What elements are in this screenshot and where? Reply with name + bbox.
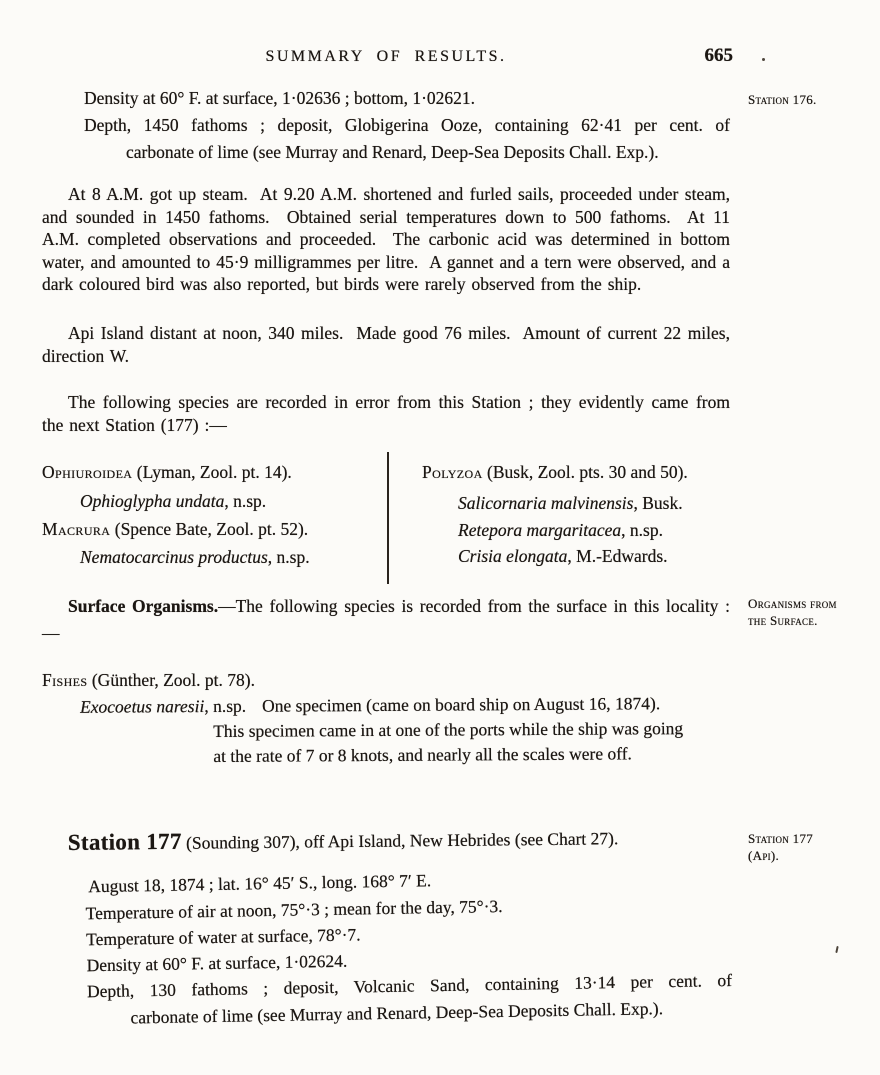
taxon-group-ref: (Lyman, Zool. pt. 14).	[132, 462, 292, 482]
surface-organisms-lead: Surface Organisms.	[68, 596, 219, 616]
margin-note-line: Station 177	[748, 831, 814, 846]
fish-note-line: This specimen came in at one of the ports while the ship was going	[213, 718, 684, 741]
errata-intro-paragraph: The following species are recorded in error from this Station ; they evidently came from the next Station (177) :—	[42, 392, 736, 435]
fish-species-line	[80, 692, 660, 719]
column-divider	[387, 452, 389, 584]
species-entry	[458, 492, 683, 515]
surface-organisms-paragraph	[42, 593, 730, 647]
surface-organisms-text: —The following species is recorded from the surface in this locality :—	[42, 596, 730, 643]
taxon-group-name: Macrura	[42, 519, 111, 539]
margin-note-station-176: Station 176.	[748, 92, 817, 107]
species-ref: , n.sp.	[204, 695, 247, 717]
density-line: Density at 60° F. at surface, 1·02636 ; bottom, 1·02621.	[84, 88, 476, 108]
station-heading-lead: Station 177	[67, 828, 182, 856]
scan-speck	[762, 58, 765, 61]
station-detail-line: Temperature of water at surface, 78°·7.	[85, 924, 361, 950]
taxon-group-ref: (Spence Bate, Zool. pt. 52).	[110, 519, 309, 539]
taxon-group-ref: (Günther, Zool. pt. 78).	[87, 670, 255, 690]
species-ref: , n.sp.	[621, 520, 663, 540]
station-detail-line: August 18, 1874 ; lat. 16° 45′ S., long. 168° 7′ E.	[88, 870, 432, 897]
taxon-group-ref: (Busk, Zool. pts. 30 and 50).	[482, 462, 688, 482]
station-177-heading	[68, 825, 619, 856]
depth-line-continuation: carbonate of lime (see Murray and Renard, Deep-Sea Deposits Chall. Exp.).	[126, 142, 659, 162]
station-detail-line: Density at 60° F. at surface, 1·02624.	[86, 950, 348, 976]
distance-paragraph: Api Island distant at noon, 340 miles. Made good 76 miles. Amount of current 22 miles, direction W.	[42, 323, 736, 366]
taxon-group-header	[422, 461, 688, 484]
page-number: 665	[704, 45, 733, 66]
species-name: Salicornaria malvinensis	[458, 493, 634, 513]
taxon-group-name: Polyzoa	[422, 462, 483, 482]
species-ref: , M.-Edwards.	[567, 546, 668, 566]
station-detail-continuation: carbonate of lime (see Murray and Renard, Deep-Sea Deposits Chall. Exp.).	[130, 998, 664, 1028]
station-heading-rest: (Sounding 307), off Api Island, New Hebrides (see Chart 27).	[181, 828, 619, 853]
taxon-group-name: Fishes	[42, 670, 88, 690]
species-ref: , Busk.	[633, 493, 683, 513]
margin-note-line: the Surface.	[748, 612, 818, 628]
species-ref: , n.sp.	[267, 547, 310, 567]
taxon-group-header	[42, 518, 308, 541]
species-entry	[80, 546, 310, 569]
scan-speck	[835, 946, 838, 953]
margin-note-station-177	[748, 831, 860, 864]
running-head: SUMMARY OF RESULTS.	[265, 48, 507, 65]
station-177-details	[42, 862, 735, 1044]
species-name: Ophioglypha undata	[80, 491, 225, 511]
margin-note-line: Organisms from	[748, 596, 837, 611]
species-name: Nematocarcinus productus	[80, 547, 268, 567]
margin-note-line: (Api).	[748, 847, 780, 863]
fish-note-text: One specimen (came on board ship on August 16, 1874).	[262, 693, 661, 716]
fish-note-line: at the rate of 7 or 8 knots, and nearly all the scales were off.	[213, 743, 632, 766]
species-ref: , n.sp.	[224, 491, 267, 511]
depth-line: Depth, 1450 fathoms ; deposit, Globigerina Ooze, containing 62·41 per cent. of	[84, 115, 730, 135]
station-detail-line: Temperature of air at noon, 75°·3 ; mean for the day, 75°·3.	[85, 895, 503, 924]
species-name: Crisia elongata	[458, 546, 568, 566]
log-paragraph: At 8 A.M. got up steam. At 9.20 A.M. shortened and furled sails, proceeded under steam, and sounded in 1450 fathoms. Obtained serial temperatures down to 500 fathoms. At 11 A.M. completed observations and proceeded. The carbonic acid was determined in bottom water, and amounted to 45·9 milligrammes per litre. A gannet and a tern were observed, and a dark coloured bird was also reported, but birds were rarely observed from the ship.	[42, 184, 736, 295]
species-name: Retepora margaritacea	[458, 520, 622, 540]
species-name: Exocoetus naresii	[79, 696, 205, 717]
taxon-group-name: Ophiuroidea	[42, 462, 133, 482]
taxon-group-header	[42, 461, 292, 484]
species-entry	[458, 545, 668, 568]
station-detail-line: Depth, 130 fathoms ; deposit, Volcanic Sand, containing 13·14 per cent. of	[86, 969, 733, 1002]
margin-note-organisms	[748, 596, 860, 629]
species-entry	[458, 519, 663, 542]
species-entry	[80, 490, 266, 513]
fishes-group-header	[42, 669, 255, 692]
